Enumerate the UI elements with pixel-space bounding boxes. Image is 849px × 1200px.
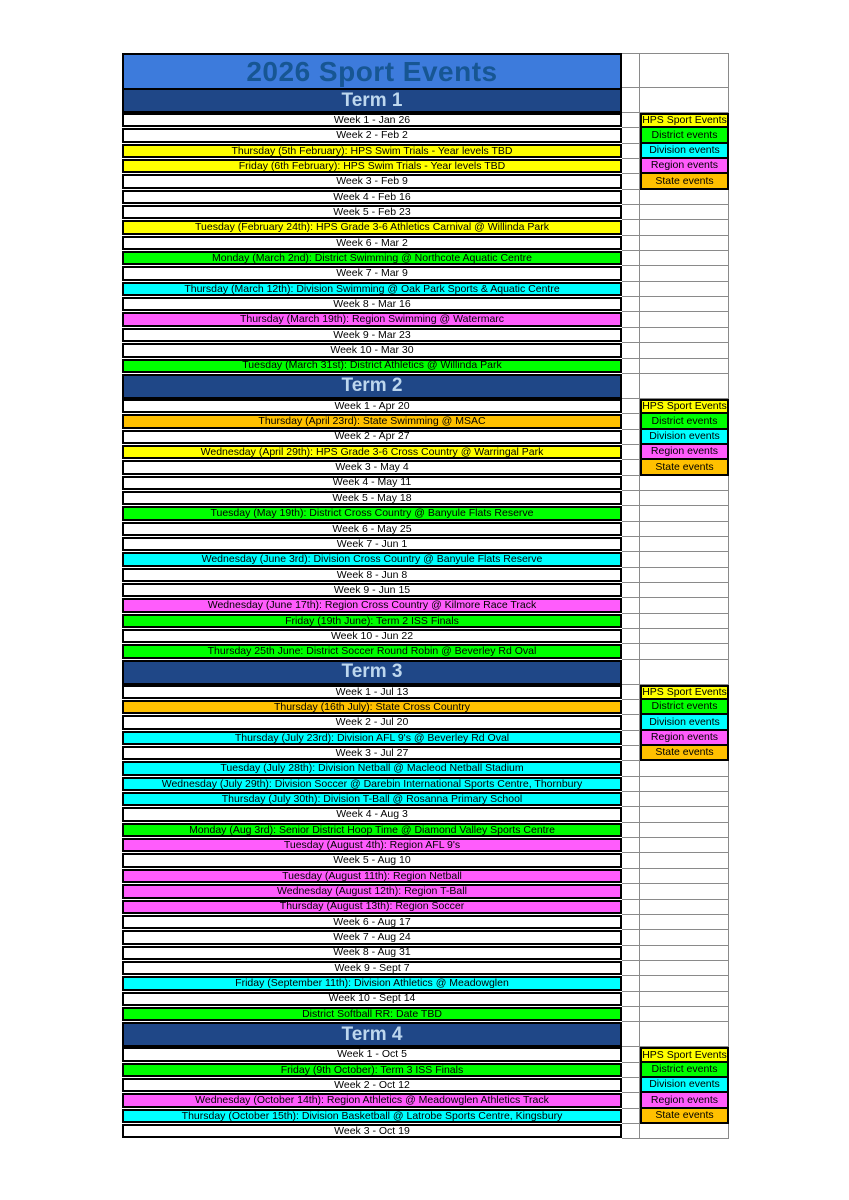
grid-cell-spacer	[622, 992, 640, 1007]
legend-item	[640, 159, 729, 174]
week-row-label: Week 5 - May 18	[122, 491, 622, 505]
event-row	[122, 282, 622, 297]
grid-cell-empty	[640, 900, 729, 915]
grid-cell-spacer	[622, 976, 640, 991]
grid-cell-empty	[640, 343, 729, 358]
week-row	[122, 236, 622, 251]
legend-item-label: HPS Sport Events	[640, 113, 729, 128]
grid-cell-empty	[640, 266, 729, 281]
week-row	[122, 430, 622, 445]
grid-cell-spacer	[622, 715, 640, 730]
week-row	[122, 1047, 622, 1062]
event-row	[122, 506, 622, 521]
event-row-label: Wednesday (April 29th): HPS Grade 3-6 Cross Country @ Warringal Park	[122, 445, 622, 459]
grid-cell-spacer	[622, 359, 640, 374]
legend-item-label: HPS Sport Events	[640, 399, 729, 414]
event-row	[122, 1109, 622, 1124]
event-row	[122, 644, 622, 659]
grid-cell-spacer	[622, 1022, 640, 1047]
event-row-label: Thursday (July 23rd): Division AFL 9's @ Beverley Rd Oval	[122, 731, 622, 745]
grid-cell-empty	[640, 976, 729, 991]
event-row-label: Wednesday (June 3rd): Division Cross Country @ Banyule Flats Reserve	[122, 552, 622, 566]
event-row	[122, 777, 622, 792]
grid-cell-empty	[640, 823, 729, 838]
grid-cell-empty	[640, 598, 729, 613]
grid-cell-empty	[640, 629, 729, 644]
grid-cell-spacer	[622, 445, 640, 460]
grid-cell-empty	[640, 251, 729, 266]
grid-cell-spacer	[622, 414, 640, 429]
grid-cell-spacer	[622, 552, 640, 567]
grid-cell-spacer	[622, 159, 640, 174]
grid-cell-empty	[640, 838, 729, 853]
week-row-label: Week 3 - May 4	[122, 460, 622, 474]
grid-cell-spacer	[622, 174, 640, 189]
legend-item	[640, 685, 729, 700]
event-row	[122, 792, 622, 807]
grid-cell-spacer	[622, 297, 640, 312]
grid-cell-empty	[640, 869, 729, 884]
grid-cell-spacer	[622, 506, 640, 521]
grid-cell-spacer	[622, 792, 640, 807]
week-row	[122, 946, 622, 961]
grid-cell-spacer	[622, 491, 640, 506]
legend-item	[640, 414, 729, 429]
grid-cell-spacer	[622, 761, 640, 776]
grid-cell-spacer	[622, 961, 640, 976]
grid-cell-spacer	[622, 1124, 640, 1139]
week-row	[122, 128, 622, 143]
event-row-label: Wednesday (August 12th): Region T-Ball	[122, 884, 622, 898]
legend-item	[640, 1063, 729, 1078]
week-row-label: Week 4 - May 11	[122, 476, 622, 490]
grid-cell-empty	[640, 236, 729, 251]
grid-cell-spacer	[622, 220, 640, 235]
calendar-sheet	[122, 53, 729, 1139]
grid-cell-spacer	[622, 807, 640, 822]
grid-cell-spacer	[622, 568, 640, 583]
grid-cell-spacer	[622, 930, 640, 945]
grid-cell-empty	[640, 1124, 729, 1139]
week-row-label: Week 3 - Jul 27	[122, 746, 622, 760]
grid-cell-empty	[640, 930, 729, 945]
legend-item-label: State events	[640, 174, 729, 189]
week-row	[122, 583, 622, 598]
event-row	[122, 731, 622, 746]
week-row-label: Week 2 - Oct 12	[122, 1078, 622, 1092]
grid-cell-spacer	[622, 629, 640, 644]
grid-cell-spacer	[622, 838, 640, 853]
week-row	[122, 961, 622, 976]
legend-item-label: Division events	[640, 715, 729, 730]
event-row-label: Monday (Aug 3rd): Senior District Hoop Time @ Diamond Valley Sports Centre	[122, 823, 622, 837]
week-row	[122, 746, 622, 761]
grid-cell-spacer	[622, 1093, 640, 1108]
grid-cell-spacer	[622, 915, 640, 930]
grid-cell-empty	[640, 1022, 729, 1047]
event-row-label: Tuesday (February 24th): HPS Grade 3-6 Athletics Carnival @ Willinda Park	[122, 220, 622, 234]
event-row-label: Thursday (March 12th): Division Swimming @ Oak Park Sports & Aquatic Centre	[122, 282, 622, 296]
legend-item	[640, 1078, 729, 1093]
legend-item-label: HPS Sport Events	[640, 1047, 729, 1062]
event-row	[122, 884, 622, 899]
week-row-label: Week 8 - Jun 8	[122, 568, 622, 582]
grid-cell-empty	[640, 583, 729, 598]
event-row-label: Monday (March 2nd): District Swimming @ Northcote Aquatic Centre	[122, 251, 622, 265]
legend-item-label: District events	[640, 128, 729, 143]
legend-item	[640, 144, 729, 159]
grid-cell-spacer	[622, 660, 640, 685]
legend-item	[640, 1093, 729, 1108]
week-row	[122, 174, 622, 189]
grid-cell-empty	[640, 853, 729, 868]
grid-cell-empty	[640, 552, 729, 567]
week-row-label: Week 6 - May 25	[122, 522, 622, 536]
event-row	[122, 823, 622, 838]
grid-cell-spacer	[622, 113, 640, 128]
week-row	[122, 343, 622, 358]
event-row-label: Tuesday (May 19th): District Cross Country @ Banyule Flats Reserve	[122, 506, 622, 520]
event-row-label: Tuesday (August 11th): Region Netball	[122, 869, 622, 883]
legend-item	[640, 731, 729, 746]
week-row	[122, 992, 622, 1007]
legend-item	[640, 430, 729, 445]
legend-item-label: State events	[640, 1109, 729, 1124]
grid-cell-spacer	[622, 328, 640, 343]
legend-item	[640, 128, 729, 143]
week-row-label: Week 9 - Sept 7	[122, 961, 622, 975]
grid-cell-spacer	[622, 476, 640, 491]
event-row-label: Tuesday (July 28th): Division Netball @ Macleod Netball Stadium	[122, 761, 622, 775]
legend-item-label: District events	[640, 1063, 729, 1078]
week-row-label: Week 3 - Feb 9	[122, 174, 622, 188]
grid-cell-empty	[640, 359, 729, 374]
week-row	[122, 1078, 622, 1093]
event-row-label: Thursday (October 15th): Division Basketball @ Latrobe Sports Centre, Kingsbury	[122, 1109, 622, 1123]
event-row	[122, 1063, 622, 1078]
grid-cell-empty	[640, 282, 729, 297]
grid-cell-empty	[640, 491, 729, 506]
grid-cell-spacer	[622, 853, 640, 868]
week-row-label: Week 7 - Mar 9	[122, 266, 622, 280]
grid-cell-spacer	[622, 884, 640, 899]
grid-cell-spacer	[622, 731, 640, 746]
event-row-label: Thursday (July 30th): Division T-Ball @ Rosanna Primary School	[122, 792, 622, 806]
term-header: Term 2	[122, 374, 622, 399]
legend-item	[640, 715, 729, 730]
week-row	[122, 629, 622, 644]
grid-cell-spacer	[622, 644, 640, 659]
grid-cell-spacer	[622, 128, 640, 143]
event-row	[122, 976, 622, 991]
grid-cell-spacer	[622, 282, 640, 297]
legend-item	[640, 399, 729, 414]
week-row-label: Week 6 - Mar 2	[122, 236, 622, 250]
week-row-label: Week 10 - Sept 14	[122, 992, 622, 1006]
week-row	[122, 460, 622, 475]
grid-cell-empty	[640, 205, 729, 220]
legend-item-label: State events	[640, 460, 729, 475]
event-row-label: Friday (19th June): Term 2 ISS Finals	[122, 614, 622, 628]
week-row-label: Week 2 - Apr 27	[122, 430, 622, 444]
grid-cell-spacer	[622, 343, 640, 358]
grid-cell-spacer	[622, 746, 640, 761]
grid-cell-spacer	[622, 460, 640, 475]
grid-cell-spacer	[622, 583, 640, 598]
grid-cell-spacer	[622, 53, 640, 88]
grid-cell-empty	[640, 792, 729, 807]
event-row	[122, 144, 622, 159]
legend-item-label: District events	[640, 414, 729, 429]
grid-cell-empty	[640, 312, 729, 327]
legend-item	[640, 746, 729, 761]
grid-cell-empty	[640, 476, 729, 491]
legend-item	[640, 445, 729, 460]
event-row-label: Tuesday (March 31st): District Athletics @ Willinda Park	[122, 359, 622, 373]
event-row-label: Wednesday (July 29th): Division Soccer @ Darebin International Sports Centre, Thornbury	[122, 777, 622, 791]
grid-cell-spacer	[622, 1078, 640, 1093]
event-row-label: Wednesday (June 17th): Region Cross Country @ Kilmore Race Track	[122, 598, 622, 612]
grid-cell-spacer	[622, 900, 640, 915]
week-row-label: Week 1 - Oct 5	[122, 1047, 622, 1061]
legend-item-label: Region events	[640, 731, 729, 746]
grid-cell-spacer	[622, 1047, 640, 1062]
grid-cell-empty	[640, 961, 729, 976]
event-row	[122, 251, 622, 266]
event-row	[122, 312, 622, 327]
legend-item-label: Division events	[640, 1078, 729, 1093]
grid-cell-spacer	[622, 190, 640, 205]
legend-item	[640, 1109, 729, 1124]
event-row	[122, 445, 622, 460]
term-header: Term 1	[122, 88, 622, 113]
week-row	[122, 328, 622, 343]
week-row	[122, 266, 622, 281]
week-row-label: Week 5 - Feb 23	[122, 205, 622, 219]
grid-cell-spacer	[622, 399, 640, 414]
week-row	[122, 807, 622, 822]
grid-cell-empty	[640, 992, 729, 1007]
grid-cell-empty	[640, 328, 729, 343]
grid-cell-spacer	[622, 614, 640, 629]
grid-cell-spacer	[622, 823, 640, 838]
grid-cell-empty	[640, 522, 729, 537]
event-row	[122, 552, 622, 567]
grid-cell-empty	[640, 614, 729, 629]
event-row	[122, 761, 622, 776]
term-header: Term 3	[122, 660, 622, 685]
legend-item	[640, 174, 729, 189]
legend-item-label: State events	[640, 746, 729, 761]
grid-cell-empty	[640, 761, 729, 776]
event-row-label: Thursday (August 13th): Region Soccer	[122, 900, 622, 914]
grid-cell-spacer	[622, 312, 640, 327]
legend-item	[640, 700, 729, 715]
grid-cell-empty	[640, 884, 729, 899]
grid-cell-empty	[640, 88, 729, 113]
grid-cell-spacer	[622, 1063, 640, 1078]
week-row	[122, 205, 622, 220]
grid-cell-empty	[640, 297, 729, 312]
sheet-title: 2026 Sport Events	[122, 53, 622, 88]
grid-cell-empty	[640, 644, 729, 659]
event-row	[122, 838, 622, 853]
event-row-label: Friday (September 11th): Division Athletics @ Meadowglen	[122, 976, 622, 990]
legend-item-label: HPS Sport Events	[640, 685, 729, 700]
week-row-label: Week 4 - Feb 16	[122, 190, 622, 204]
week-row	[122, 476, 622, 491]
week-row	[122, 568, 622, 583]
week-row-label: Week 1 - Jan 26	[122, 113, 622, 127]
event-row-label: Thursday (16th July): State Cross Country	[122, 700, 622, 714]
grid-cell-spacer	[622, 236, 640, 251]
grid-cell-empty	[640, 777, 729, 792]
week-row	[122, 522, 622, 537]
week-row-label: Week 3 - Oct 19	[122, 1124, 622, 1138]
grid-cell-spacer	[622, 946, 640, 961]
week-row	[122, 715, 622, 730]
grid-cell-spacer	[622, 144, 640, 159]
legend-item-label: Region events	[640, 445, 729, 460]
week-row	[122, 1124, 622, 1139]
grid-cell-spacer	[622, 537, 640, 552]
event-row-label: Friday (9th October): Term 3 ISS Finals	[122, 1063, 622, 1077]
grid-cell-spacer	[622, 251, 640, 266]
grid-cell-spacer	[622, 205, 640, 220]
week-row-label: Week 7 - Aug 24	[122, 930, 622, 944]
week-row-label: Week 8 - Mar 16	[122, 297, 622, 311]
week-row	[122, 853, 622, 868]
grid-cell-empty	[640, 374, 729, 399]
grid-cell-empty	[640, 660, 729, 685]
events-grid	[122, 53, 729, 1139]
event-row	[122, 220, 622, 235]
event-row	[122, 869, 622, 884]
grid-cell-spacer	[622, 598, 640, 613]
grid-cell-spacer	[622, 777, 640, 792]
week-row	[122, 113, 622, 128]
week-row-label: Week 7 - Jun 1	[122, 537, 622, 551]
week-row	[122, 399, 622, 414]
legend-item-label: Region events	[640, 1093, 729, 1108]
event-row-label: Wednesday (October 14th): Region Athletics @ Meadowglen Athletics Track	[122, 1093, 622, 1107]
grid-cell-empty	[640, 506, 729, 521]
week-row-label: Week 4 - Aug 3	[122, 807, 622, 821]
event-row	[122, 900, 622, 915]
grid-cell-empty	[640, 915, 729, 930]
event-row	[122, 700, 622, 715]
week-row-label: Week 9 - Jun 15	[122, 583, 622, 597]
legend-item	[640, 460, 729, 475]
event-row	[122, 1007, 622, 1022]
week-row	[122, 297, 622, 312]
legend-item	[640, 113, 729, 128]
grid-cell-spacer	[622, 88, 640, 113]
grid-cell-spacer	[622, 685, 640, 700]
week-row-label: Week 1 - Apr 20	[122, 399, 622, 413]
event-row	[122, 159, 622, 174]
event-row-label: Thursday (5th February): HPS Swim Trials - Year levels TBD	[122, 144, 622, 158]
week-row-label: Week 10 - Jun 22	[122, 629, 622, 643]
grid-cell-empty	[640, 220, 729, 235]
week-row-label: Week 10 - Mar 30	[122, 343, 622, 357]
grid-cell-empty	[640, 190, 729, 205]
grid-cell-spacer	[622, 700, 640, 715]
grid-cell-spacer	[622, 869, 640, 884]
week-row	[122, 491, 622, 506]
legend-item-label: Division events	[640, 144, 729, 159]
grid-cell-empty	[640, 807, 729, 822]
week-row-label: Week 5 - Aug 10	[122, 853, 622, 867]
week-row-label: Week 6 - Aug 17	[122, 915, 622, 929]
event-row	[122, 1093, 622, 1108]
event-row-label: District Softball RR: Date TBD	[122, 1007, 622, 1021]
legend-item-label: District events	[640, 700, 729, 715]
event-row	[122, 614, 622, 629]
event-row	[122, 414, 622, 429]
grid-cell-empty	[640, 568, 729, 583]
week-row-label: Week 1 - Jul 13	[122, 685, 622, 699]
grid-cell-empty	[640, 537, 729, 552]
week-row	[122, 685, 622, 700]
event-row-label: Thursday 25th June: District Soccer Round Robin @ Beverley Rd Oval	[122, 644, 622, 658]
event-row-label: Thursday (March 19th): Region Swimming @ Watermarc	[122, 312, 622, 326]
event-row	[122, 598, 622, 613]
grid-cell-spacer	[622, 266, 640, 281]
event-row-label: Friday (6th February): HPS Swim Trials - Year levels TBD	[122, 159, 622, 173]
event-row-label: Thursday (April 23rd): State Swimming @ MSAC	[122, 414, 622, 428]
grid-cell-empty	[640, 53, 729, 88]
grid-cell-spacer	[622, 522, 640, 537]
week-row	[122, 537, 622, 552]
grid-cell-spacer	[622, 1007, 640, 1022]
grid-cell-empty	[640, 946, 729, 961]
week-row	[122, 915, 622, 930]
week-row-label: Week 8 - Aug 31	[122, 946, 622, 960]
grid-cell-spacer	[622, 430, 640, 445]
week-row-label: Week 2 - Feb 2	[122, 128, 622, 142]
grid-cell-empty	[640, 1007, 729, 1022]
legend-item	[640, 1047, 729, 1062]
legend-item-label: Region events	[640, 159, 729, 174]
event-row	[122, 359, 622, 374]
grid-cell-spacer	[622, 374, 640, 399]
week-row	[122, 930, 622, 945]
week-row-label: Week 2 - Jul 20	[122, 715, 622, 729]
week-row-label: Week 9 - Mar 23	[122, 328, 622, 342]
term-header: Term 4	[122, 1022, 622, 1047]
legend-item-label: Division events	[640, 430, 729, 445]
week-row	[122, 190, 622, 205]
event-row-label: Tuesday (August 4th): Region AFL 9's	[122, 838, 622, 852]
grid-cell-spacer	[622, 1109, 640, 1124]
